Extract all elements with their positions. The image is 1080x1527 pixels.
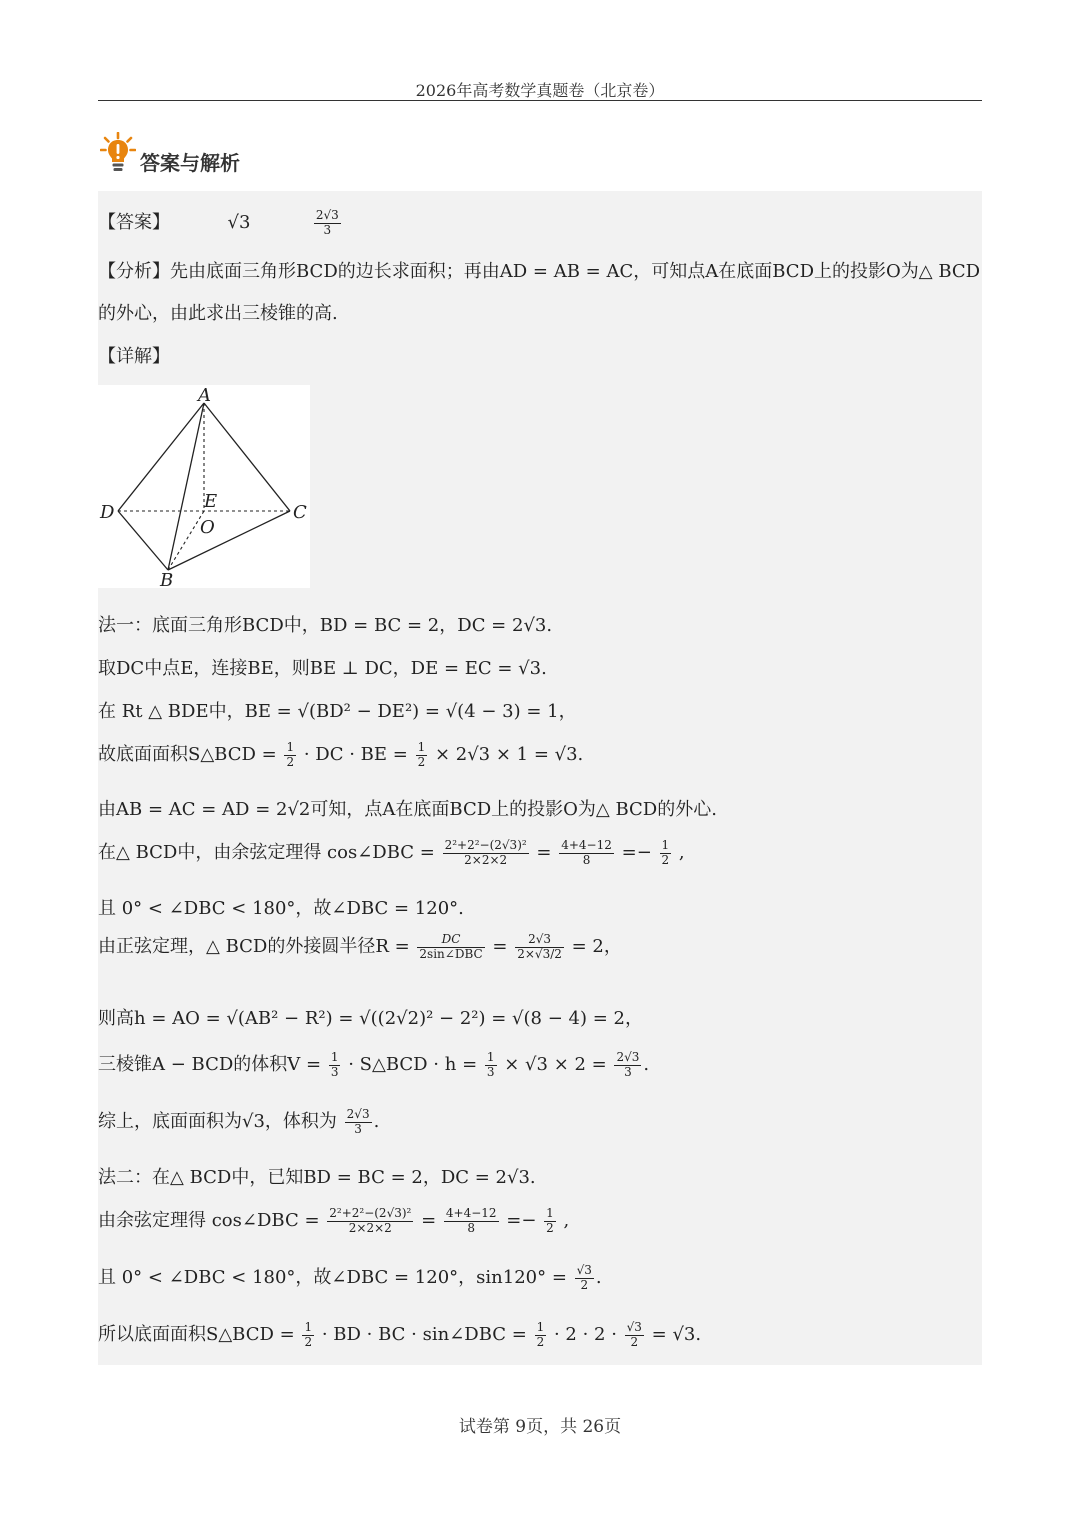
- solution-line: 在 Rt △ BDE中，BE = √(BD² − DE²) = √(4 − 3) = 1，: [98, 701, 577, 722]
- detail-label: 【详解】: [98, 346, 170, 367]
- label-a: A: [198, 385, 211, 406]
- solution-line: 综上，底面面积为√3，体积为 $\frac{2√3}{3}$ .: [98, 1106, 380, 1136]
- answer-label: 【答案】: [98, 212, 170, 233]
- section-title: 答案与解析: [140, 151, 240, 175]
- solution-line: 且 0° < ∠DBC < 180°，故∠DBC = 120°.: [98, 898, 464, 919]
- solution-line: 三棱锥A − BCD的体积V = $\frac{1}{3}$ · S△BCD · h = $\frac{1}{3}$ × √3 × 2 = $\frac{2√3}{3}$ .: [98, 1049, 650, 1079]
- solution-line: 在△ BCD中，由余弦定理得 cos∠DBC = $\frac{\text{2²+2²−(2√3)²}}{2\times 2\times 2}$ = $\frac{4+4-12}{8}$ =− $\frac{1}{2}$ ,: [98, 837, 685, 867]
- analysis-label: 【分析】: [98, 261, 170, 282]
- solution-line: 故底面面积S△BCD = $\frac{1}{2}$ · DC · BE = $\frac{1}{2}$ × 2√3 × 1 = √3.: [98, 739, 584, 769]
- label-d: D: [100, 502, 115, 523]
- header-rule: [98, 100, 982, 101]
- tetrahedron-figure: [98, 385, 310, 588]
- lightbulb-icon: [100, 132, 136, 178]
- section-heading: [100, 132, 240, 178]
- answer-value-1: √3: [227, 212, 251, 233]
- solution-line: 由AB = AC = AD = 2√2可知，点A在底面BCD上的投影O为△ BCD的外心.: [98, 799, 717, 820]
- label-o: O: [200, 517, 215, 538]
- analysis-line-2: 的外心，由此求出三棱锥的高.: [98, 303, 338, 324]
- solution-line: 所以底面面积S△BCD = $\frac{1}{2}$ · BD · BC · sin∠DBC = $\frac{1}{2}$ · 2 · 2 · $\frac{√3}{2}$ = √3.: [98, 1319, 702, 1349]
- solution-line: 由正弦定理，△ BCD的外接圆半径R = $\frac{DC}{\text{2sin∠DBC}}$ = $\frac{2√3}{2\times√3/2}$ = 2，: [98, 931, 622, 961]
- analysis-line-1: 【分析】先由底面三角形BCD的边长求面积；再由AD = AB = AC，可知点A在底面BCD上的投影O为△ BCD: [98, 261, 981, 282]
- label-e: E: [204, 491, 218, 512]
- solution-line: 则高h = AO = √(AB² − R²) = √((2√2)² − 2²) = √(8 − 4) = 2，: [98, 1008, 643, 1029]
- page-footer: 试卷第 9页，共 26页: [458, 1417, 622, 1437]
- solution-line: 法一：底面三角形BCD中，BD = BC = 2，DC = 2√3.: [98, 615, 553, 636]
- label-b: B: [160, 570, 174, 588]
- solution-line: 且 0° < ∠DBC < 180°，故∠DBC = 120°，sin120° = $\frac{√3}{2}$ .: [98, 1262, 602, 1292]
- answer-value-2: $\frac{2√3}{3}$: [315, 207, 339, 237]
- answer-line: [98, 208, 343, 237]
- label-c: C: [293, 502, 307, 523]
- solution-line: 由余弦定理得 cos∠DBC = $\frac{\text{2²+2²−(2√3)²}}{2\times 2\times 2}$ = $\frac{4+4-12}{8}$ =− $\frac{1}{2}$ ,: [98, 1205, 570, 1235]
- solution-line: 取DC中点E，连接BE，则BE ⊥ DC，DE = EC = √3.: [98, 658, 547, 679]
- page-header: 2026年高考数学真题卷（北京卷）: [415, 81, 665, 100]
- solution-line: 法二：在△ BCD中，已知BD = BC = 2，DC = 2√3.: [98, 1167, 536, 1188]
